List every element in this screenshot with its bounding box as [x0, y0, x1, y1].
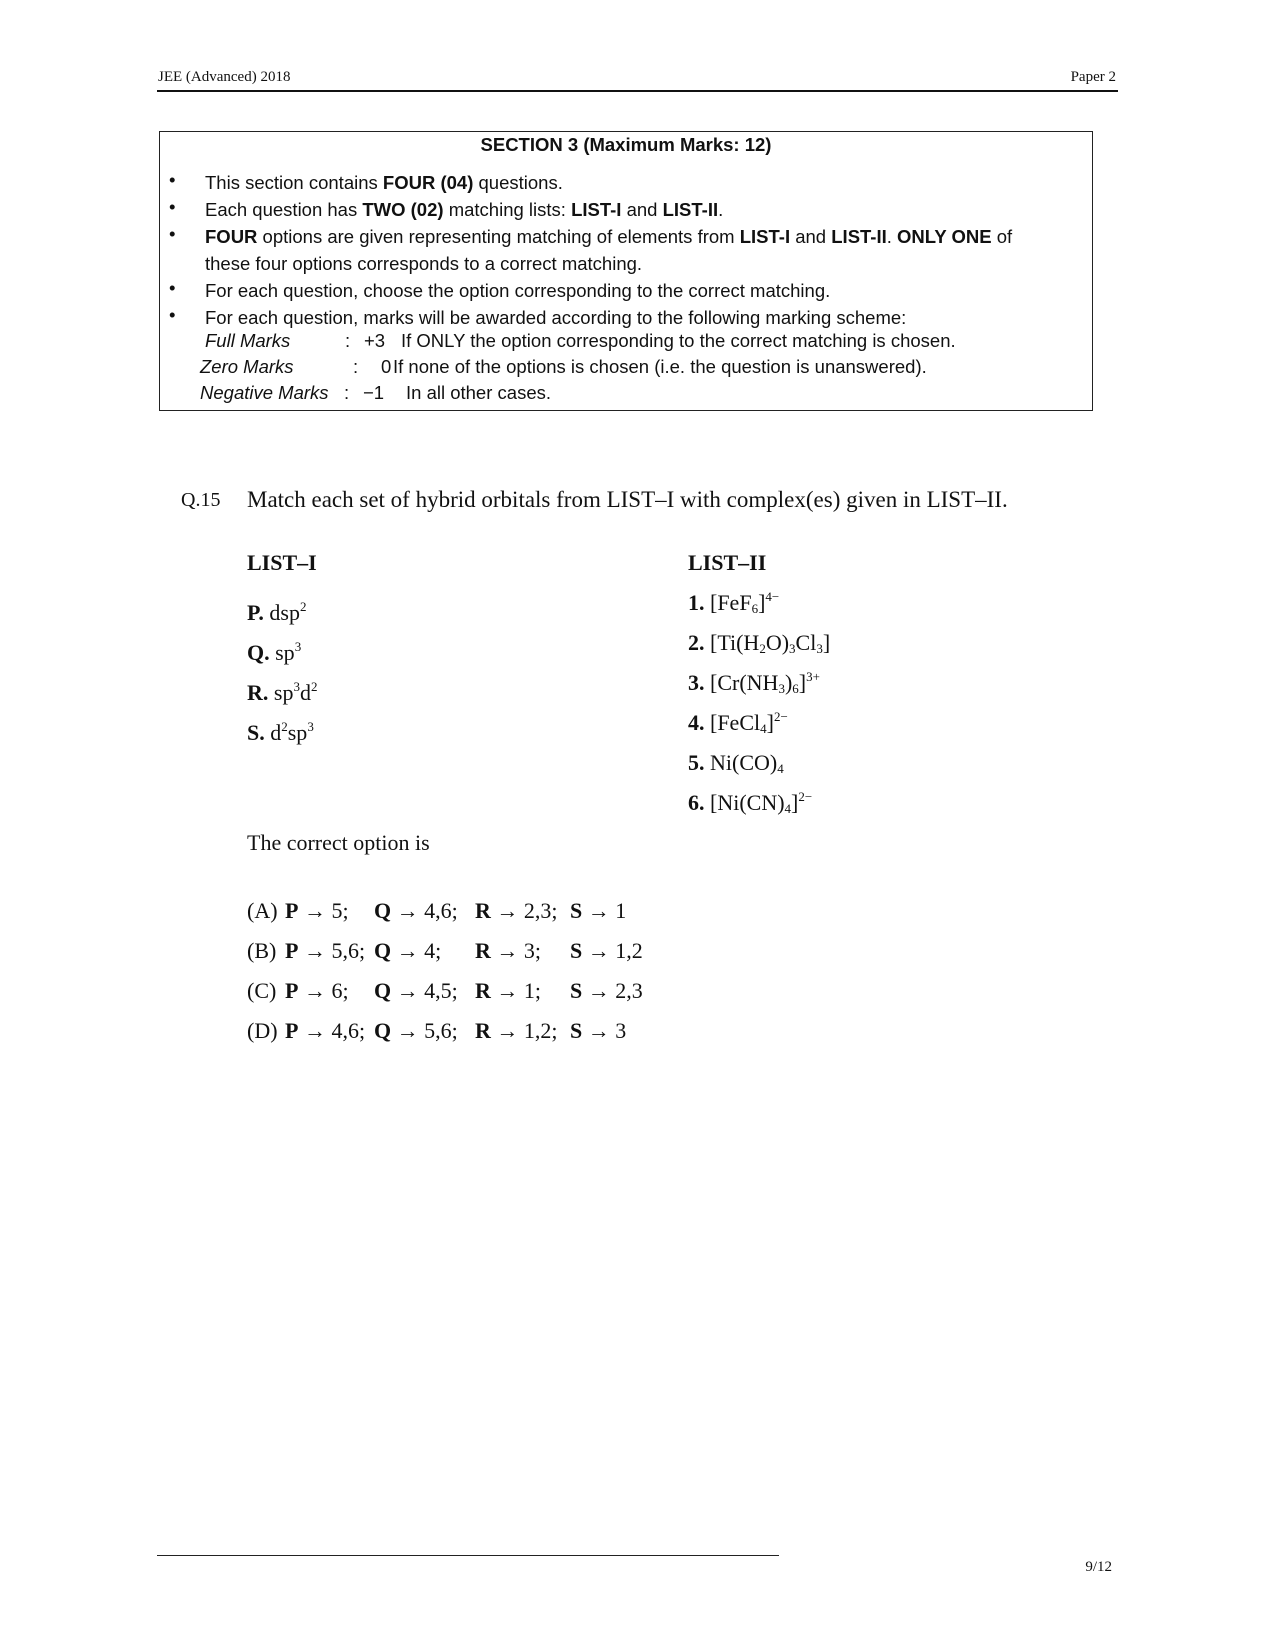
- scheme-label: Negative Marks: [200, 382, 329, 403]
- list-2-title: LIST–II: [688, 550, 767, 575]
- list-1-item-r: R. $sp^3d^2$: [247, 679, 318, 705]
- instruction-text: For each question, choose the option corresponding to the correct matching.: [205, 280, 831, 301]
- list-2-item-1: 1. $[FeF_6]^{4-}$: [688, 589, 780, 616]
- page-number: 9/12: [1085, 1559, 1112, 1575]
- header-exam-title: JEE (Advanced) 2018: [158, 69, 291, 85]
- question-number: Q.15: [181, 489, 221, 511]
- answer-prompt: The correct option is: [247, 830, 430, 855]
- scheme-value: +3: [364, 330, 386, 351]
- scheme-desc: In all other cases.: [406, 382, 551, 403]
- list-1-item-s: S. $d^2sp^3$: [247, 719, 314, 745]
- scheme-desc: If ONLY the option corresponding to the correct matching is chosen.: [401, 330, 956, 351]
- section-instructions-box: [159, 131, 1093, 411]
- scheme-value: −1: [363, 382, 385, 403]
- question-text: Match each set of hybrid orbitals from LIST–I with complex(es) given in LIST–II.: [247, 487, 1008, 512]
- list-2-item-6: 6. $[Ni(CN)_4]^{2-}$: [688, 789, 813, 816]
- list-2-item-3: 3. $[Cr(NH_3)_6]^{3+}$: [688, 669, 820, 696]
- list-2-item-2: 2. $[Ti(H_2O)_3Cl_3]$: [688, 630, 831, 656]
- bullet-icon: •: [169, 169, 176, 190]
- scheme-label: Zero Marks: [200, 356, 294, 377]
- footer-rule: [157, 1555, 779, 1556]
- scheme-colon: :: [345, 330, 351, 351]
- list-1-title: LIST–I: [247, 550, 317, 575]
- scheme-colon: :: [344, 382, 350, 403]
- list-2-item-4: 4. [FeCl$_4$]$^{2-}$: [688, 709, 788, 736]
- scheme-value: 0: [381, 356, 392, 377]
- instruction-text: Each question has TWO (02) matching lists: LIST-I and LIST-II.: [205, 199, 724, 220]
- bullet-icon: •: [169, 196, 176, 217]
- scheme-desc: If none of the options is chosen (i.e. the question is unanswered).: [393, 356, 927, 377]
- list-2-item-5: 5. $Ni(CO)_4$: [688, 750, 784, 776]
- section-title: SECTION 3 (Maximum Marks: 12): [480, 134, 772, 155]
- header-paper: Paper 2: [1070, 69, 1116, 85]
- instruction-text: This section contains FOUR (04) questions.: [205, 172, 563, 193]
- header-rule: [157, 90, 1118, 92]
- list-1-item-q: Q. $sp^3$: [247, 639, 302, 665]
- bullet-icon: •: [169, 223, 176, 244]
- scheme-label: Full Marks: [205, 330, 291, 351]
- list-1-item-p: P. dsp$^2$: [247, 599, 307, 625]
- instruction-text: For each question, marks will be awarded according to the following marking scheme:: [205, 307, 907, 328]
- instruction-text: FOUR options are given representing matching of elements from LIST-I and LIST-II. ONLY ONE of these four options corresponds to a correct matching.: [205, 226, 1013, 274]
- bullet-icon: •: [169, 304, 176, 325]
- scheme-colon: :: [353, 356, 359, 377]
- bullet-icon: •: [169, 277, 176, 298]
